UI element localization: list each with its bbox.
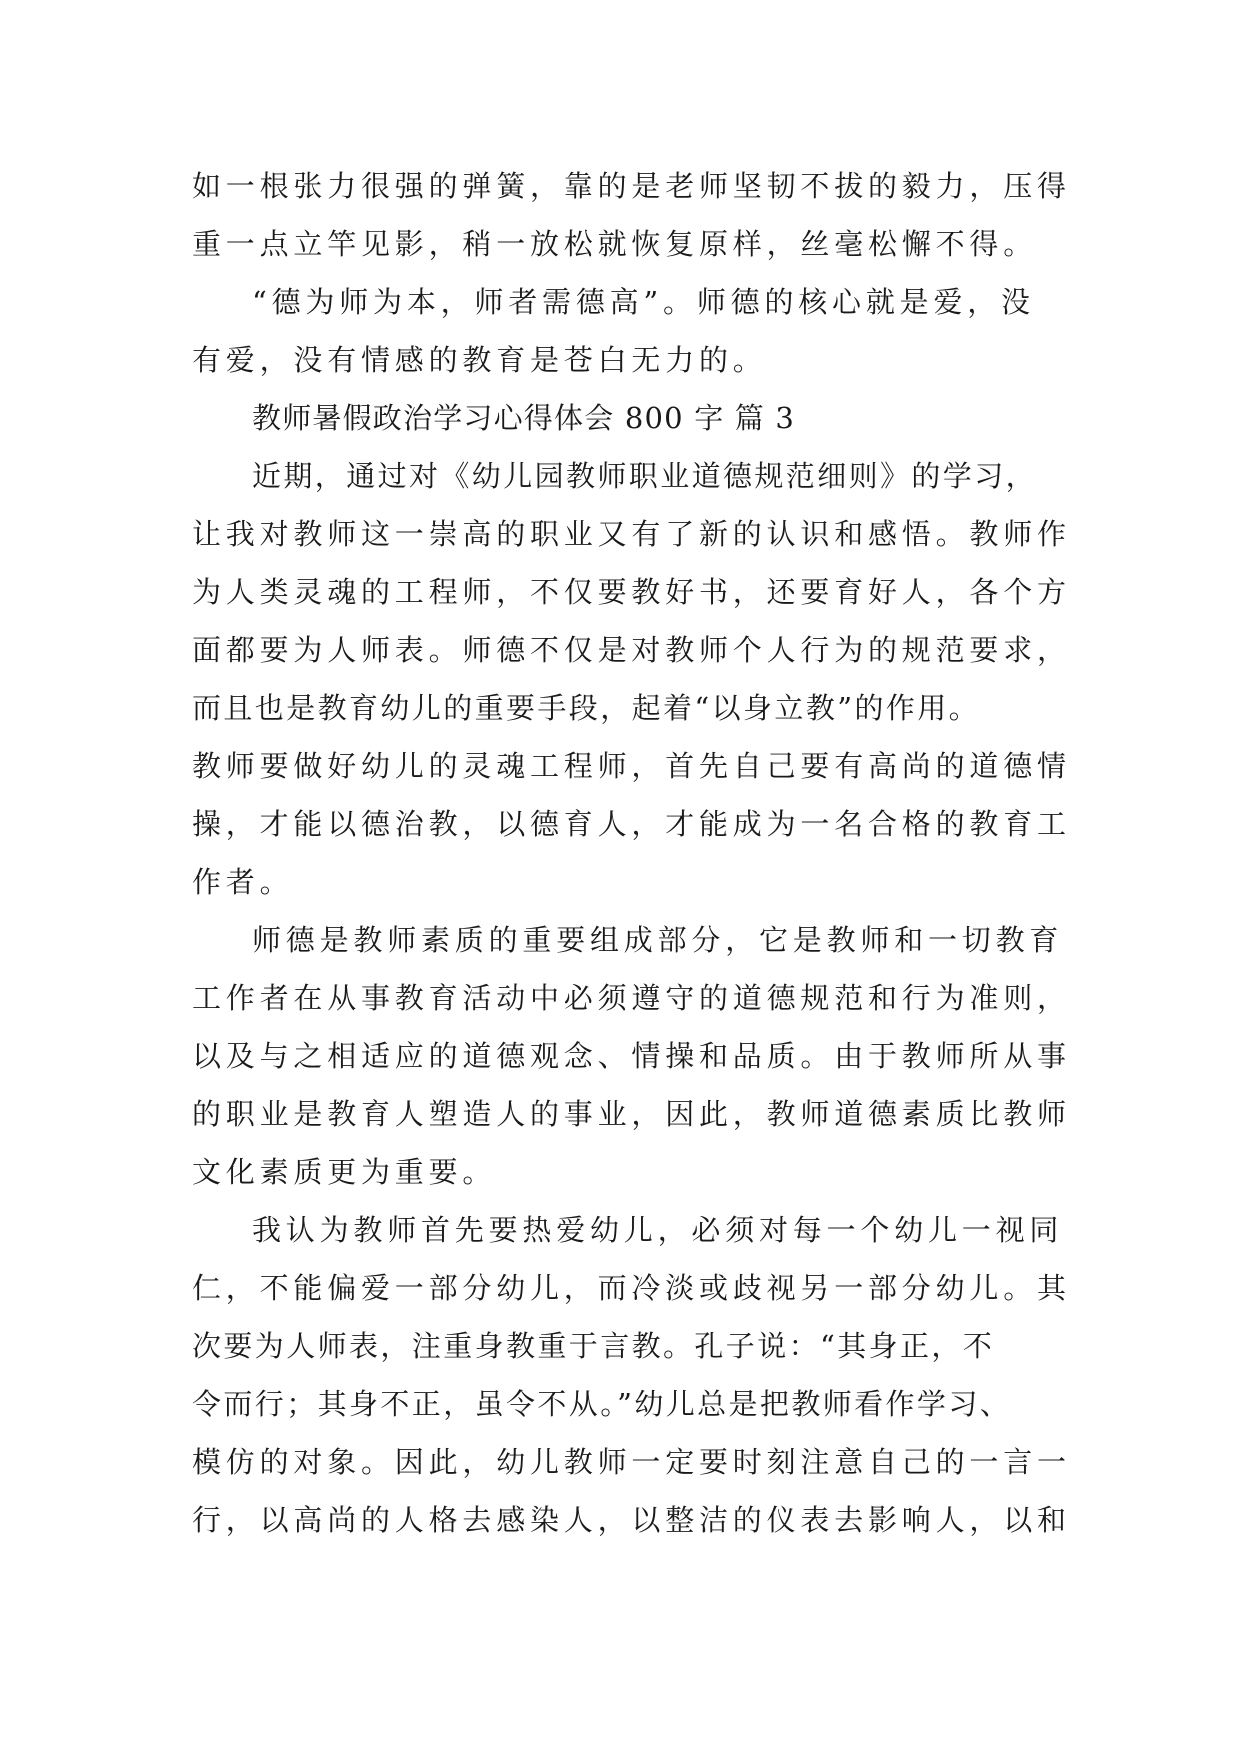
text-line: 如一根张力很强的弹簧，靠的是老师坚韧不拔的毅力，压得 (192, 169, 1071, 203)
text-line: 作者。 (192, 865, 294, 899)
text-line: 而且也是教育幼儿的重要手段，起着“以身立教”的作用。 (192, 691, 981, 725)
text-line: 让我对教师这一崇高的职业又有了新的认识和感悟。教师作 (192, 517, 1071, 551)
text-line: 以及与之相适应的道德观念、情操和品质。由于教师所从事 (192, 1039, 1071, 1073)
text-line: 重一点立竿见影，稍一放松就恢复原样，丝毫松懈不得。 (192, 227, 1038, 261)
text-line: 我认为教师首先要热爱幼儿，必须对每一个幼儿一视同 (252, 1213, 1064, 1247)
text-line: 近期，通过对《幼儿园教师职业道德规范细则》的学习， (252, 459, 1038, 493)
text-line: 次要为人师表，注重身教重于言教。孔子说：“其身正，不 (192, 1329, 995, 1363)
section-heading: 教师暑假政治学习心得体会 800 字 篇 3 (252, 401, 796, 435)
text-line: 工作者在从事教育活动中必须遵守的道德规范和行为准则， (192, 981, 1071, 1015)
text-line: 面都要为人师表。师德不仅是对教师个人行为的规范要求， (192, 633, 1071, 667)
text-line: 模仿的对象。因此，幼儿教师一定要时刻注意自己的一言一 (192, 1445, 1071, 1479)
text-line: “德为师为本，师者需德高”。师德的核心就是爱，没 (252, 285, 1035, 319)
text-line: 行，以高尚的人格去感染人，以整洁的仪表去影响人，以和 (192, 1503, 1071, 1537)
text-line: 为人类灵魂的工程师，不仅要教好书，还要育好人，各个方 (192, 575, 1071, 609)
text-line: 有爱，没有情感的教育是苍白无力的。 (192, 343, 767, 377)
text-line: 教师要做好幼儿的灵魂工程师，首先自己要有高尚的道德情 (192, 749, 1071, 783)
text-line: 令而行；其身不正，虽令不从。”幼儿总是把教师看作学习、 (192, 1387, 1012, 1421)
text-line: 文化素质更为重要。 (192, 1155, 497, 1189)
text-line: 师德是教师素质的重要组成部分，它是教师和一切教育 (252, 923, 1064, 957)
text-line: 的职业是教育人塑造人的事业，因此，教师道德素质比教师 (192, 1097, 1071, 1131)
text-line: 操，才能以德治教，以德育人，才能成为一名合格的教育工 (192, 807, 1071, 841)
text-line: 仁，不能偏爱一部分幼儿，而冷淡或歧视另一部分幼儿。其 (192, 1271, 1071, 1305)
